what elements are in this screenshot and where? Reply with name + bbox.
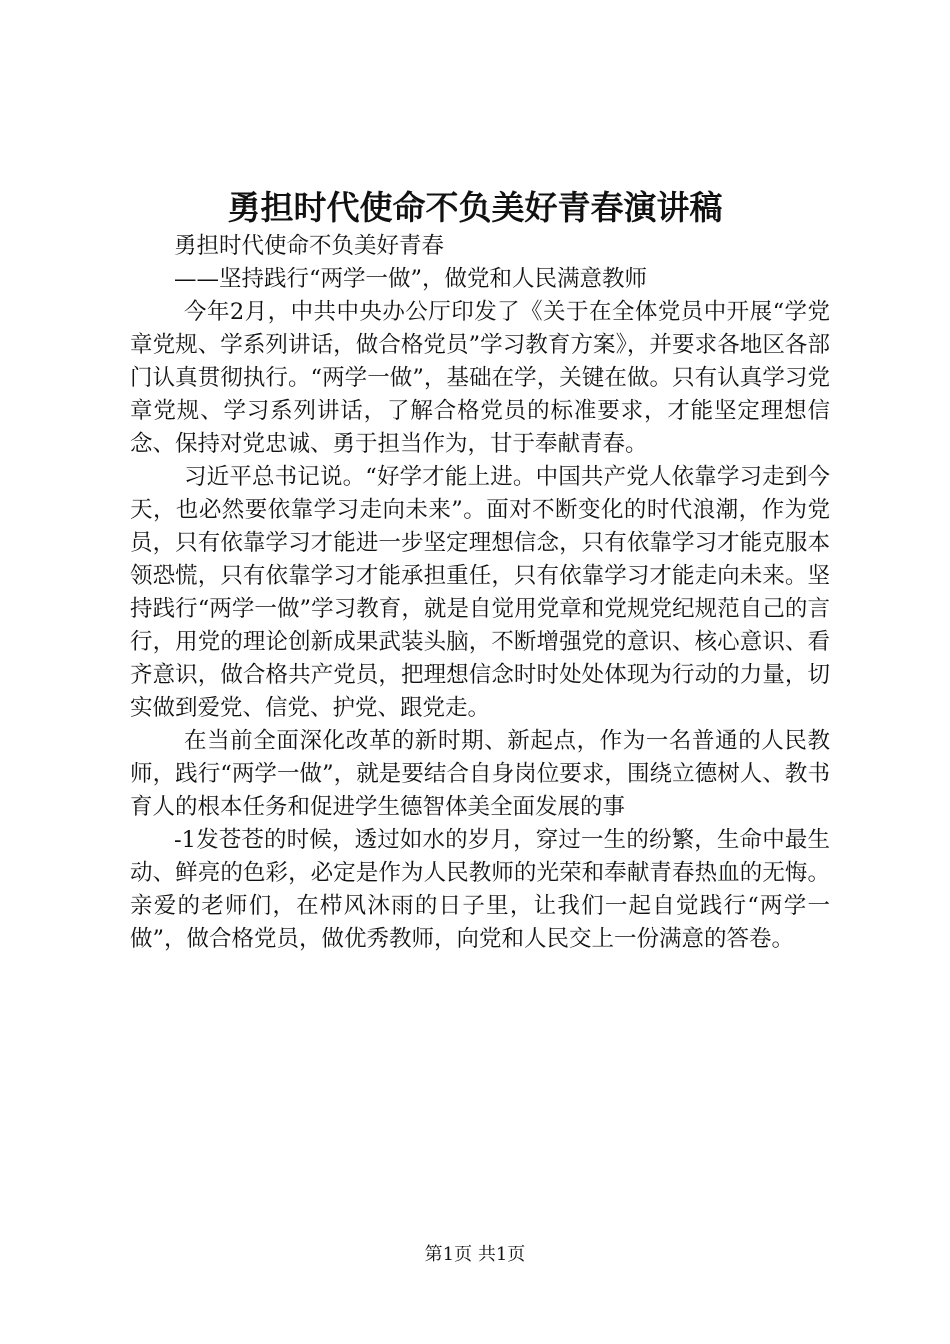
document-body	[130, 230, 830, 956]
document-title: 勇担时代使命不负美好青春演讲稿	[227, 188, 723, 227]
paragraph-2: 习近平总书记说。“好学才能上进。中国共产党人依靠学习走到今天，也必然要依靠学习走向未来”。面对不断变化的时代浪潮，作为党员，只有依靠学习才能进一步坚定理想信念，只有依靠学习才能克服本领恐慌，只有依靠学习才能承担重任，只有依靠学习才能走向未来。坚持践行“两学一做”学习教育，就是自觉用党章和党规党纪规范自己的言行，用党的理论创新成果武装头脑，不断增强党的意识、核心意识、看齐意识，做合格共产党员，把理想信念时时处处体现为行动的力量，切实做到爱党、信党、护党、跟党走。	[130, 464, 830, 721]
page-footer: 第1页 共1页	[424, 1244, 526, 1265]
paragraph-1: 今年2月，中共中央办公厅印发了《关于在全体党员中开展“学党章党规、学系列讲话，做合格党员”学习教育方案》，并要求各地区各部门认真贯彻执行。“两学一做”，基础在学，关键在做。只有认真学习党章党规、学习系列讲话，了解合格党员的标准要求，才能坚定理想信念、保持对党忠诚、勇于担当作为，甘于奉献青春。	[130, 299, 830, 457]
paragraph-3: 在当前全面深化改革的新时期、新起点，作为一名普通的人民教师，践行“两学一做”，就是要结合自身岗位要求，围绕立德树人、教书育人的根本任务和促进学生德智体美全面发展的事	[130, 728, 830, 820]
subtitle-line-2: ——坚持践行“两学一做”，做党和人民满意教师	[174, 266, 648, 292]
subtitle-line-1: 勇担时代使命不负美好青春	[174, 233, 445, 259]
paragraph-4: -1发苍苍的时候，透过如水的岁月，穿过一生的纷繁，生命中最生动、鲜亮的色彩，必定是作为人民教师的光荣和奉献青春热血的无悔。亲爱的老师们，在栉风沐雨的日子里，让我们一起自觉践行“两学一做”，做合格党员，做优秀教师，向党和人民交上一份满意的答卷。	[130, 827, 830, 952]
